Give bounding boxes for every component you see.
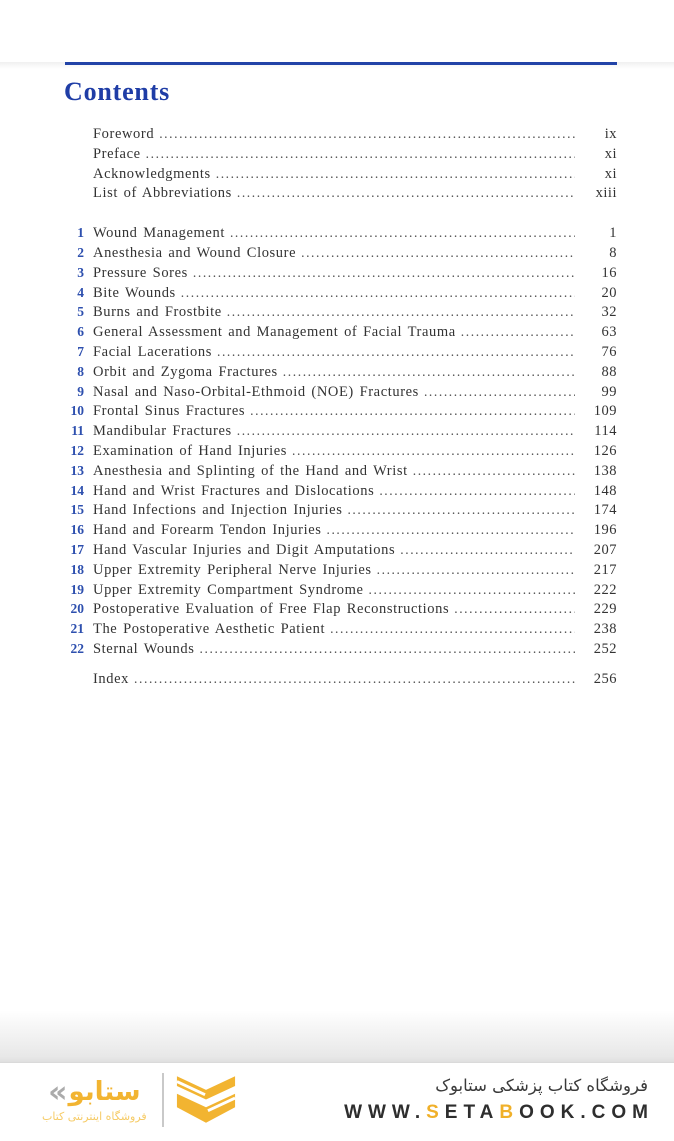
back-matter-list [65, 669, 617, 689]
entry-page: 1 [609, 225, 617, 242]
entry-page: 207 [593, 541, 617, 558]
entry-number: 10 [70, 403, 84, 419]
entry-page: 222 [593, 581, 617, 598]
dot-leader [292, 441, 575, 462]
toc-row [65, 322, 617, 342]
entry-page: 8 [609, 244, 617, 261]
toc-row [65, 283, 617, 303]
entry-title: Preface [93, 145, 141, 162]
toc-row [65, 243, 617, 263]
entry-title: Examination of Hand Injuries [93, 442, 288, 459]
entry-number: 9 [77, 383, 84, 399]
url-seg-gold: B [499, 1102, 520, 1123]
entry-page: 238 [593, 621, 617, 638]
entry-number: 14 [70, 482, 84, 498]
entry-title: Hand and Forearm Tendon Injuries [93, 522, 322, 539]
table-of-contents [65, 124, 617, 689]
setabook-logo [42, 1072, 237, 1129]
dot-leader [413, 461, 575, 482]
entry-number: 16 [70, 522, 84, 538]
toc-row [65, 520, 617, 540]
dot-leader [377, 560, 575, 581]
dot-leader [400, 540, 575, 561]
entry-title: Hand and Wrist Fractures and Dislocations [93, 482, 375, 499]
entry-number: 6 [77, 324, 84, 340]
entry-number: 18 [70, 561, 84, 577]
entry-number: 7 [77, 343, 84, 359]
toc-row [65, 639, 617, 659]
toc-row [65, 124, 617, 144]
dot-leader [159, 124, 575, 145]
url-seg: ETA [444, 1102, 500, 1123]
dot-leader [369, 580, 575, 601]
toc-row [65, 223, 617, 243]
entry-page: 252 [593, 640, 617, 657]
entry-page: 174 [593, 502, 617, 519]
entry-number: 17 [70, 541, 84, 557]
dot-leader [461, 322, 575, 343]
entry-number: 20 [70, 601, 84, 617]
entry-title: Anesthesia and Splinting of the Hand and Wrist [93, 462, 408, 479]
entry-title: Upper Extremity Compartment Syndrome [93, 581, 364, 598]
url-seg: WWW. [344, 1102, 427, 1123]
dot-leader [301, 243, 575, 264]
dot-leader [134, 669, 575, 690]
website-url [344, 1102, 654, 1124]
entry-title: Postoperative Evaluation of Free Flap Reconstructions [93, 601, 450, 618]
entry-page: 256 [593, 670, 617, 687]
dot-leader [216, 164, 575, 185]
entry-page: 126 [593, 442, 617, 459]
entry-title: Foreword [93, 126, 155, 142]
entry-page: 76 [601, 343, 617, 360]
entry-title: Orbit and Zygoma Fractures [93, 363, 278, 380]
entry-title: The Postoperative Aesthetic Patient [93, 621, 326, 638]
entry-page: xiii [595, 185, 617, 202]
store-name-farsi: فروشگاه کتاب پزشکی ستابوک [435, 1076, 648, 1095]
dot-leader [379, 481, 575, 502]
setabook-emblem-icon [175, 1072, 237, 1129]
toc-row [65, 144, 617, 164]
entry-page: 88 [601, 363, 617, 380]
dot-leader [146, 144, 575, 165]
brand-tagline: فروشگاه اینترنتی کتاب [42, 1109, 147, 1123]
dot-leader [230, 223, 575, 244]
dot-leader [330, 619, 575, 640]
entry-page: 109 [593, 403, 617, 420]
entry-title: Burns and Frostbite [93, 304, 222, 321]
entry-page: 229 [593, 601, 617, 618]
entry-title: Bite Wounds [93, 284, 176, 301]
front-matter-list [65, 124, 617, 203]
dot-leader [181, 283, 575, 304]
dot-leader [454, 599, 575, 620]
dot-leader [237, 183, 575, 204]
entry-title: Sternal Wounds [93, 640, 195, 657]
toc-row [65, 302, 617, 322]
entry-title: Index [93, 670, 130, 687]
logo-wordmark [42, 1074, 147, 1123]
entry-number: 5 [77, 304, 84, 320]
entry-page: 63 [601, 324, 617, 341]
entry-title: Frontal Sinus Fractures [93, 403, 246, 420]
entry-title: Facial Lacerations [93, 343, 212, 360]
toc-row [65, 382, 617, 402]
toc-row [65, 669, 617, 689]
toc-row [65, 263, 617, 283]
toc-row [65, 599, 617, 619]
entry-number: 13 [70, 462, 84, 478]
dot-leader [227, 302, 575, 323]
toc-row [65, 619, 617, 639]
entry-page: 217 [593, 561, 617, 578]
entry-page: 99 [601, 383, 617, 400]
url-seg-gold: S [426, 1102, 445, 1123]
entry-page: 196 [593, 522, 617, 539]
entry-title: Upper Extremity Peripheral Nerve Injuries [93, 561, 372, 578]
brand-name: ستابو [68, 1076, 141, 1107]
url-seg: OOK.COM [519, 1102, 654, 1123]
dot-leader [217, 342, 575, 363]
entry-title: Nasal and Naso-Orbital-Ethmoid (NOE) Fractures [93, 383, 419, 400]
dot-leader [326, 520, 575, 541]
entry-number: 4 [77, 284, 84, 300]
toc-row [65, 441, 617, 461]
toc-row [65, 540, 617, 560]
entry-number: 19 [70, 581, 84, 597]
entry-number: 1 [77, 225, 84, 241]
toc-row [65, 580, 617, 600]
entry-page: 114 [594, 423, 617, 440]
entry-page: 148 [593, 482, 617, 499]
entry-number: 12 [70, 442, 84, 458]
entry-number: 22 [70, 640, 84, 656]
toc-row [65, 401, 617, 421]
toc-row [65, 164, 617, 184]
toc-row [65, 362, 617, 382]
top-rule [65, 62, 617, 65]
logo-divider [162, 1073, 164, 1127]
dot-leader [347, 500, 575, 521]
toc-row [65, 560, 617, 580]
toc-row [65, 500, 617, 520]
page-title: Contents [64, 77, 171, 106]
entry-number: 3 [77, 264, 84, 280]
footer-banner [0, 1063, 674, 1141]
entry-page: xi [604, 145, 617, 162]
chapter-list [65, 223, 617, 659]
entry-title: General Assessment and Management of Facial Trauma [93, 324, 456, 341]
entry-page: xi [604, 165, 617, 182]
entry-page: 16 [601, 264, 617, 281]
dot-leader [193, 263, 575, 284]
dot-leader [200, 639, 575, 660]
entry-number: 15 [70, 502, 84, 518]
entry-page: ix [604, 126, 617, 142]
entry-number: 8 [77, 363, 84, 379]
dot-leader [283, 362, 575, 383]
entry-number: 11 [71, 423, 84, 439]
toc-row [65, 481, 617, 501]
dot-leader [424, 382, 575, 403]
entry-title: Anesthesia and Wound Closure [93, 244, 297, 261]
book-page [0, 62, 674, 1063]
entry-page: 138 [593, 462, 617, 479]
dot-leader [250, 401, 575, 422]
entry-title: List of Abbreviations [93, 185, 232, 202]
toc-row [65, 461, 617, 481]
entry-title: Hand Infections and Injection Injuries [93, 502, 343, 519]
entry-title: Hand Vascular Injuries and Digit Amputations [93, 541, 396, 558]
footer-text-block [344, 1076, 654, 1124]
toc-row [65, 342, 617, 362]
entry-title: Wound Management [93, 225, 225, 242]
entry-number: 2 [77, 244, 84, 260]
brand-chevron-mark: « [48, 1074, 68, 1110]
toc-row [65, 183, 617, 203]
entry-page: 32 [601, 304, 617, 321]
brand-line [48, 1074, 141, 1110]
dot-leader [237, 421, 575, 442]
entry-title: Pressure Sores [93, 264, 188, 281]
entry-title: Acknowledgments [93, 165, 211, 182]
entry-page: 20 [601, 284, 617, 301]
entry-title: Mandibular Fractures [93, 423, 232, 440]
toc-row [65, 421, 617, 441]
entry-number: 21 [70, 621, 84, 637]
